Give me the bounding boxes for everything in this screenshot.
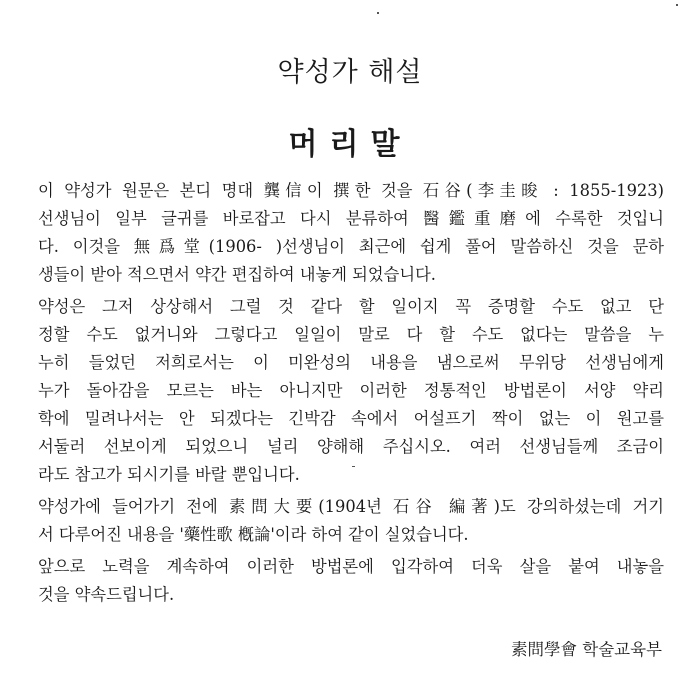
text-line: 이 약성가 원문은 본디 명대 龔信이 撰한 것을 石谷(李圭晙 : 1855-1923) bbox=[38, 181, 664, 200]
text-line: 라도 참고가 되시기를 바랄 뿐입니다. bbox=[38, 465, 300, 484]
text-line: 선생님이 일부 글귀를 바로잡고 다시 분류하여 醫鑑重磨에 수록한 것입니 bbox=[38, 209, 664, 228]
text-line: 다. 이것을 無爲堂(1906- )선생님이 최근에 쉽게 풀어 말씀하신 것을 문하 bbox=[38, 237, 664, 256]
preface-heading: 머리말 bbox=[288, 127, 412, 162]
document-title: 약성가 해설 bbox=[277, 57, 423, 88]
text-line: 누히 들었던 저희로서는 이 미완성의 내용을 냄으로써 무위당 선생님에게 bbox=[38, 353, 664, 372]
scan-speck bbox=[377, 12, 379, 14]
text-line: 정할 수도 없거니와 그렇다고 일일이 말로 다 할 수도 없다는 말씀을 누 bbox=[38, 325, 664, 344]
text-line: 생들이 받아 적으면서 약간 편집하여 내놓게 되었습니다. bbox=[38, 265, 436, 284]
text-line: 앞으로 노력을 계속하여 이러한 방법론에 입각하여 더욱 살을 붙여 내놓을 bbox=[38, 557, 664, 576]
text-line: 서 다루어진 내용을 '藥性歌 槪論'이라 하여 같이 실었습니다. bbox=[38, 525, 469, 544]
text-line: 서둘러 선보이게 되었으니 널리 양해해 주십시오. 여러 선생님들께 조금이 bbox=[38, 437, 664, 456]
text-line: 것을 약속드립니다. bbox=[38, 585, 175, 604]
scan-speck bbox=[352, 466, 355, 467]
text-line: 학에 밀려나서는 안 되겠다는 긴박감 속에서 어설프기 짝이 없는 이 원고를 bbox=[38, 409, 664, 428]
text-line: 약성은 그저 상상해서 그럴 것 같다 할 일이지 꼭 증명할 수도 없고 단 bbox=[38, 297, 664, 316]
text-line: 약성가에 들어가기 전에 素問大要(1904년 石谷 編著)도 강의하셨는데 거기 bbox=[38, 497, 664, 516]
preface-body bbox=[38, 177, 664, 609]
signature: 素問學會 학술교육부 bbox=[511, 640, 662, 659]
text-line: 누가 돌아감을 모르는 바는 아니지만 이러한 정통적인 방법론이 서양 약리 bbox=[38, 381, 664, 400]
scan-speck bbox=[676, 4, 678, 6]
